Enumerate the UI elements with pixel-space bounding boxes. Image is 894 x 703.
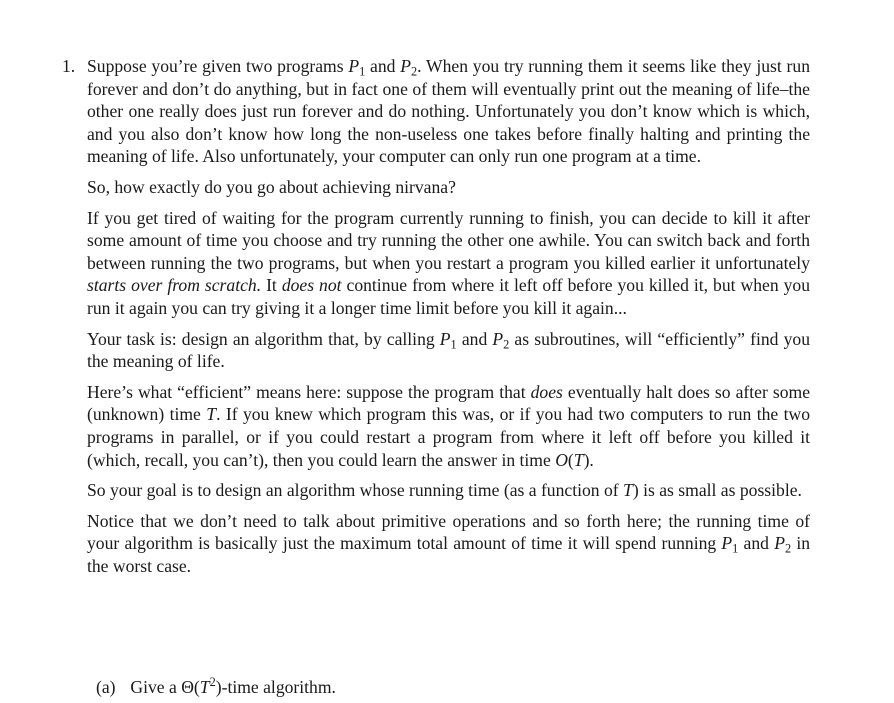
math-symbol: $P_1$ [721,533,739,556]
subpart-label: (a) [96,677,116,697]
paragraph-question: So, how exactly do you go about achieving nirvana? [87,176,456,197]
paragraph-efficient: Here’s what “efficient” means here: suppose the program that does eventually halt does so after some (unknown) time T. If you knew which program this was, or if you had two computers to run the two programs in parallel, or if you could restart a program from where it left off before you killed it (which, recall, you can’t), then you could learn the answer in time O(T). [87,381,810,470]
math-symbol: T [573,449,584,470]
emphasis: does [530,381,563,402]
problem-number: 1. [62,56,76,76]
paragraph-notice: Notice that we don’t need to talk about primitive operations and so forth here; the running time of your algorithm is basically just the maximum total amount of time it will spend running $P_1$ and $P_2$ in the worst case. [87,510,811,576]
math-symbol: T [206,404,217,425]
math-symbol: $P_1$ [439,328,457,352]
math-symbol: $P_2$ [400,56,418,79]
paragraph-goal: So your goal is to design an algorithm whose running time (as a function of T) is as small as possible. [87,480,802,501]
paragraph-task: Your task is: design an algorithm that, by calling $P_1$ and $P_2$ as subroutines, will “efficiently” find you the meaning of life. [87,328,810,372]
paragraph-rules: If you get tired of waiting for the program currently running to finish, you can decide to kill it after some amount of time you choose and try running the other one awhile. You can switch back and forth between running the two programs, but when you restart a program you killed earlier it unfortunately starts over from scratch. It does not continue from where it left off before you killed it, but when you run it again you can try giving it a longer time limit before you kill it again... [87,207,810,318]
math-symbol: $P_2$ [492,328,510,352]
paragraph-intro: Suppose you’re given two programs $P_1$ and $P_2$. When you try running them it seems like they just run forever and don’t do anything, but in fact one of them will eventually print out the meaning of life–the other one really does just run forever and do nothing. Unfortunately you don’t know which is which, and you also don’t know how long the non-useless one takes before finally halting and printing the meaning of life. Also unfortunately, your computer can only run one program at a time. [87,56,810,167]
problem-body [87,55,810,585]
math-symbol: $P_2$ [774,533,792,556]
emphasis: starts over from scratch. [87,275,262,296]
math-symbol: $T^2$ [199,675,216,697]
subpart-text: Give a $\Theta(T^2)$-time algorithm. [130,675,336,697]
emphasis: does not [281,275,342,296]
math-symbol: T [623,480,633,501]
math-symbol: O [555,449,568,470]
subpart-a [96,676,336,699]
math-symbol: $P_1$ [348,56,366,79]
